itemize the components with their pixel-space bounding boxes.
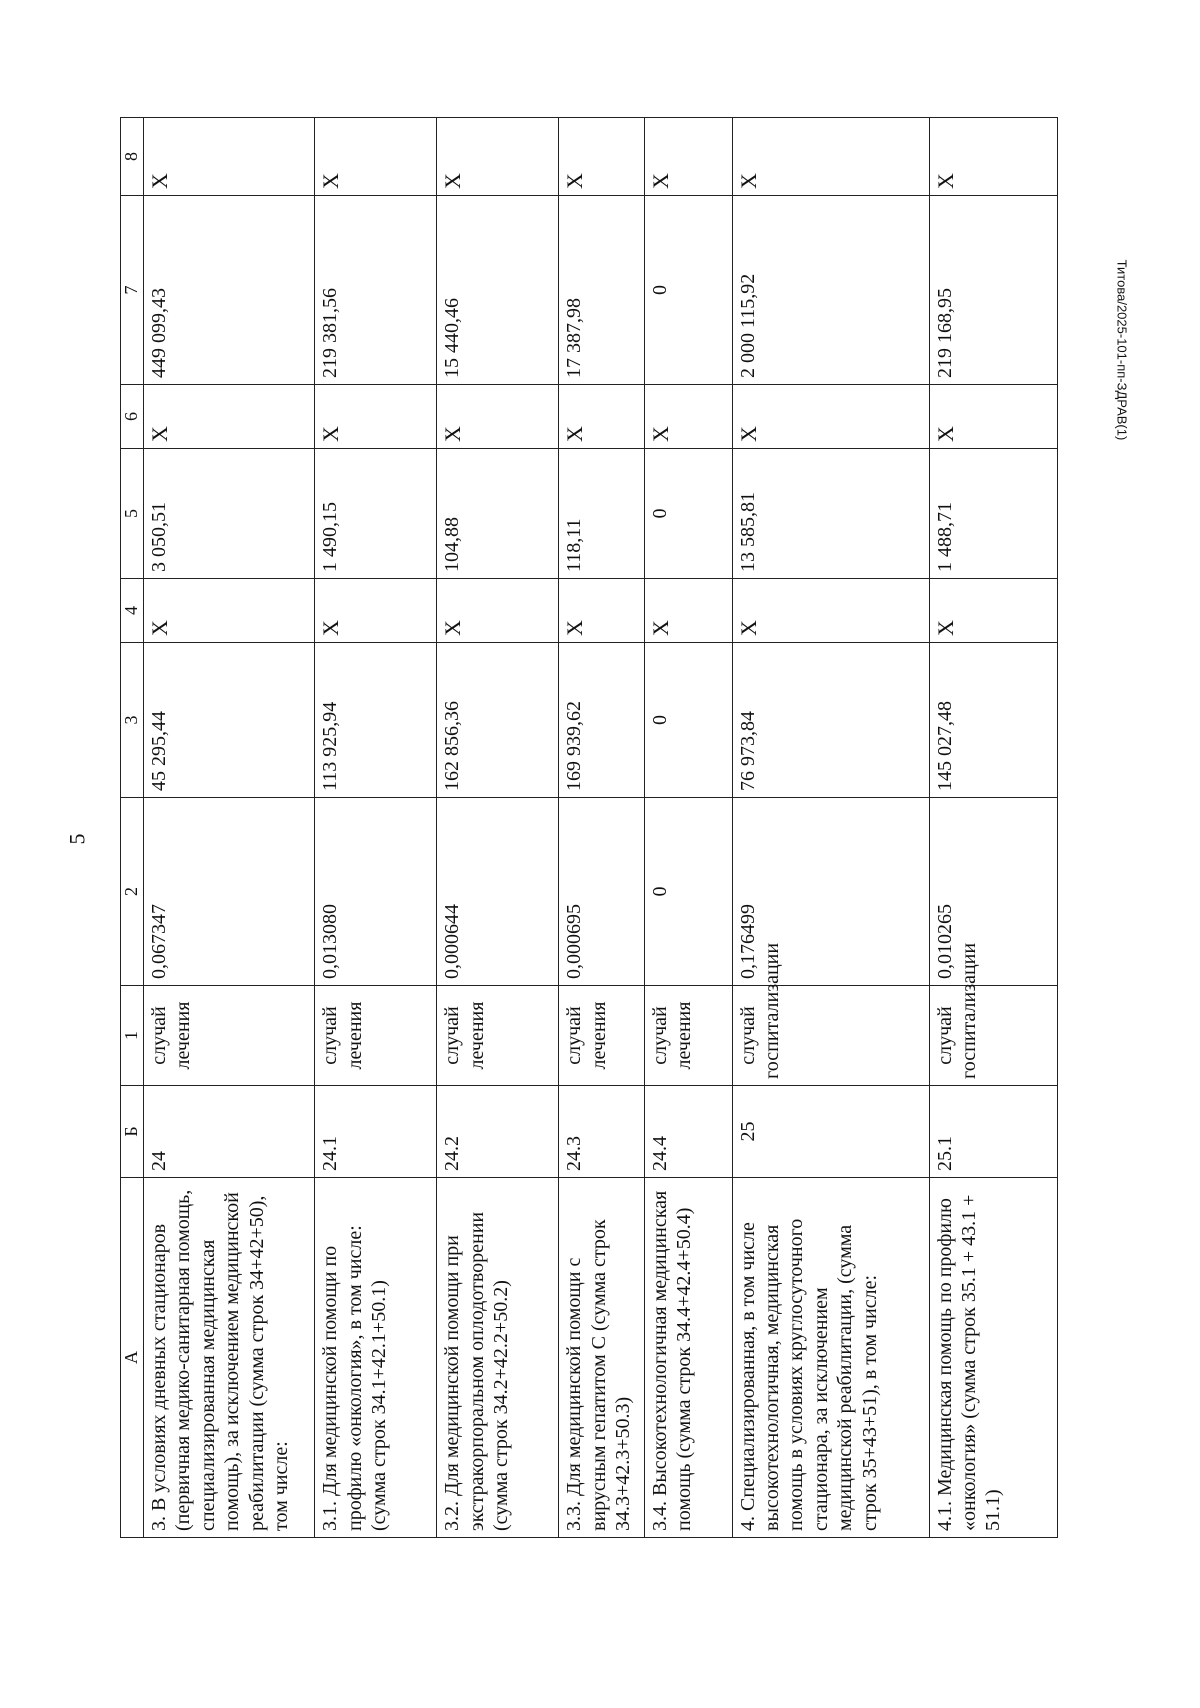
row-unit: случай лечения — [143, 986, 314, 1086]
row-value-5: 3 050,51 — [143, 449, 314, 579]
row-code: 25.1 — [929, 1086, 1057, 1178]
row-value-8: X — [644, 118, 732, 196]
row-value-6: X — [143, 385, 314, 449]
header-cell-3: 3 — [121, 643, 144, 798]
row-value-4: X — [437, 579, 559, 643]
header-cell-a: А — [121, 1178, 144, 1538]
row-unit: случай лечения — [644, 986, 732, 1086]
row-name: 4. Специализированная, в том числе высокотехнологичная, медицинская помощь в условиях круглосуточного стационара, за исключением медицинской реабилитации, (сумма строк 35+43+51), в том числе: — [732, 1178, 929, 1538]
row-value-8: X — [559, 118, 645, 196]
table-row — [559, 118, 645, 1538]
row-value-7: 449 099,43 — [143, 196, 314, 385]
row-value-5: 118,11 — [559, 449, 645, 579]
row-value-7: 17 387,98 — [559, 196, 645, 385]
row-value-4: X — [143, 579, 314, 643]
row-value-7: 219 168,95 — [929, 196, 1057, 385]
row-unit: случай лечения — [437, 986, 559, 1086]
header-cell-6: 6 — [121, 385, 144, 449]
row-value-8: X — [929, 118, 1057, 196]
row-value-2: 0,000695 — [559, 798, 645, 986]
row-unit: случай госпитализации — [929, 986, 1057, 1086]
row-value-4: X — [315, 579, 437, 643]
row-value-8: X — [437, 118, 559, 196]
row-value-7: 15 440,46 — [437, 196, 559, 385]
row-value-2: 0 — [644, 798, 732, 986]
row-value-7: 0 — [644, 196, 732, 385]
document-code-text: Титова/2025-101-пп-ЗДРАВ(1) — [1114, 259, 1130, 441]
table-row — [143, 118, 314, 1538]
row-unit: случай лечения — [559, 986, 645, 1086]
header-cell-7: 7 — [121, 196, 144, 385]
table-row — [644, 118, 732, 1538]
row-code: 24.4 — [644, 1086, 732, 1178]
row-code: 24 — [143, 1086, 314, 1178]
row-value-6: X — [559, 385, 645, 449]
row-code: 24.2 — [437, 1086, 559, 1178]
row-value-3: 45 295,44 — [143, 643, 314, 798]
row-value-6: X — [437, 385, 559, 449]
row-name: 3. В условиях дневных стационаров (первичная медико-санитарная помощь, специализированная медицинская помощь), за исключением медицинской реабилитации (сумма строк 34+42+50), том числе: — [143, 1178, 314, 1538]
row-name: 3.2. Для медицинской помощи при экстракорпоральном оплодотворении (сумма строк 34.2+42.2+50.2) — [437, 1178, 559, 1538]
row-value-8: X — [732, 118, 929, 196]
row-value-7: 2 000 115,92 — [732, 196, 929, 385]
row-name: 4.1. Медицинская помощь по профилю «онкология» (сумма строк 35.1 + 43.1 + 51.1) — [929, 1178, 1057, 1538]
header-cell-2: 2 — [121, 798, 144, 986]
row-value-6: X — [644, 385, 732, 449]
row-value-5: 1 488,71 — [929, 449, 1057, 579]
row-value-2: 0,067347 — [143, 798, 314, 986]
header-cell-5: 5 — [121, 449, 144, 579]
row-name: 3.4. Высокотехнологичная медицинская помощь (сумма строк 34.4+42.4+50.4) — [644, 1178, 732, 1538]
row-unit: случай госпитализации — [732, 986, 929, 1086]
row-value-3: 0 — [644, 643, 732, 798]
row-value-4: X — [732, 579, 929, 643]
header-cell-b: Б — [121, 1086, 144, 1178]
row-value-5: 13 585,81 — [732, 449, 929, 579]
table-row — [437, 118, 559, 1538]
row-value-2: 0,000644 — [437, 798, 559, 986]
row-code: 24.1 — [315, 1086, 437, 1178]
row-value-6: X — [929, 385, 1057, 449]
row-value-4: X — [929, 579, 1057, 643]
row-name: 3.1. Для медицинской помощи по профилю «онкология», в том числе: (сумма строк 34.1+42.1+50.1) — [315, 1178, 437, 1538]
header-cell-4: 4 — [121, 579, 144, 643]
header-cell-1: 1 — [121, 986, 144, 1086]
row-value-6: X — [315, 385, 437, 449]
row-value-6: X — [732, 385, 929, 449]
row-value-3: 145 027,48 — [929, 643, 1057, 798]
row-value-2: 0,010265 — [929, 798, 1057, 986]
row-value-5: 1 490,15 — [315, 449, 437, 579]
row-code: 24.3 — [559, 1086, 645, 1178]
row-value-4: X — [644, 579, 732, 643]
row-value-8: X — [143, 118, 314, 196]
row-name: 3.3. Для медицинской помощи с вирусным гепатитом С (сумма строк 34.3+42.3+50.3) — [559, 1178, 645, 1538]
row-unit: случай лечения — [315, 986, 437, 1086]
row-value-4: X — [559, 579, 645, 643]
data-table-container — [120, 118, 1058, 1538]
row-value-2: 0,013080 — [315, 798, 437, 986]
page-number: 5 — [64, 833, 90, 845]
data-table — [120, 117, 1058, 1538]
row-value-2: 0,176499 — [732, 798, 929, 986]
table-row — [929, 118, 1057, 1538]
row-value-3: 113 925,94 — [315, 643, 437, 798]
row-value-3: 169 939,62 — [559, 643, 645, 798]
row-value-7: 219 381,56 — [315, 196, 437, 385]
row-value-5: 0 — [644, 449, 732, 579]
row-code: 25 — [732, 1086, 929, 1178]
header-cell-8: 8 — [121, 118, 144, 196]
row-value-3: 162 856,36 — [437, 643, 559, 798]
table-row — [315, 118, 437, 1538]
header-row — [121, 118, 144, 1538]
row-value-5: 104,88 — [437, 449, 559, 579]
row-value-3: 76 973,84 — [732, 643, 929, 798]
table-row — [732, 118, 929, 1538]
row-value-8: X — [315, 118, 437, 196]
document-code — [1112, 110, 1132, 590]
